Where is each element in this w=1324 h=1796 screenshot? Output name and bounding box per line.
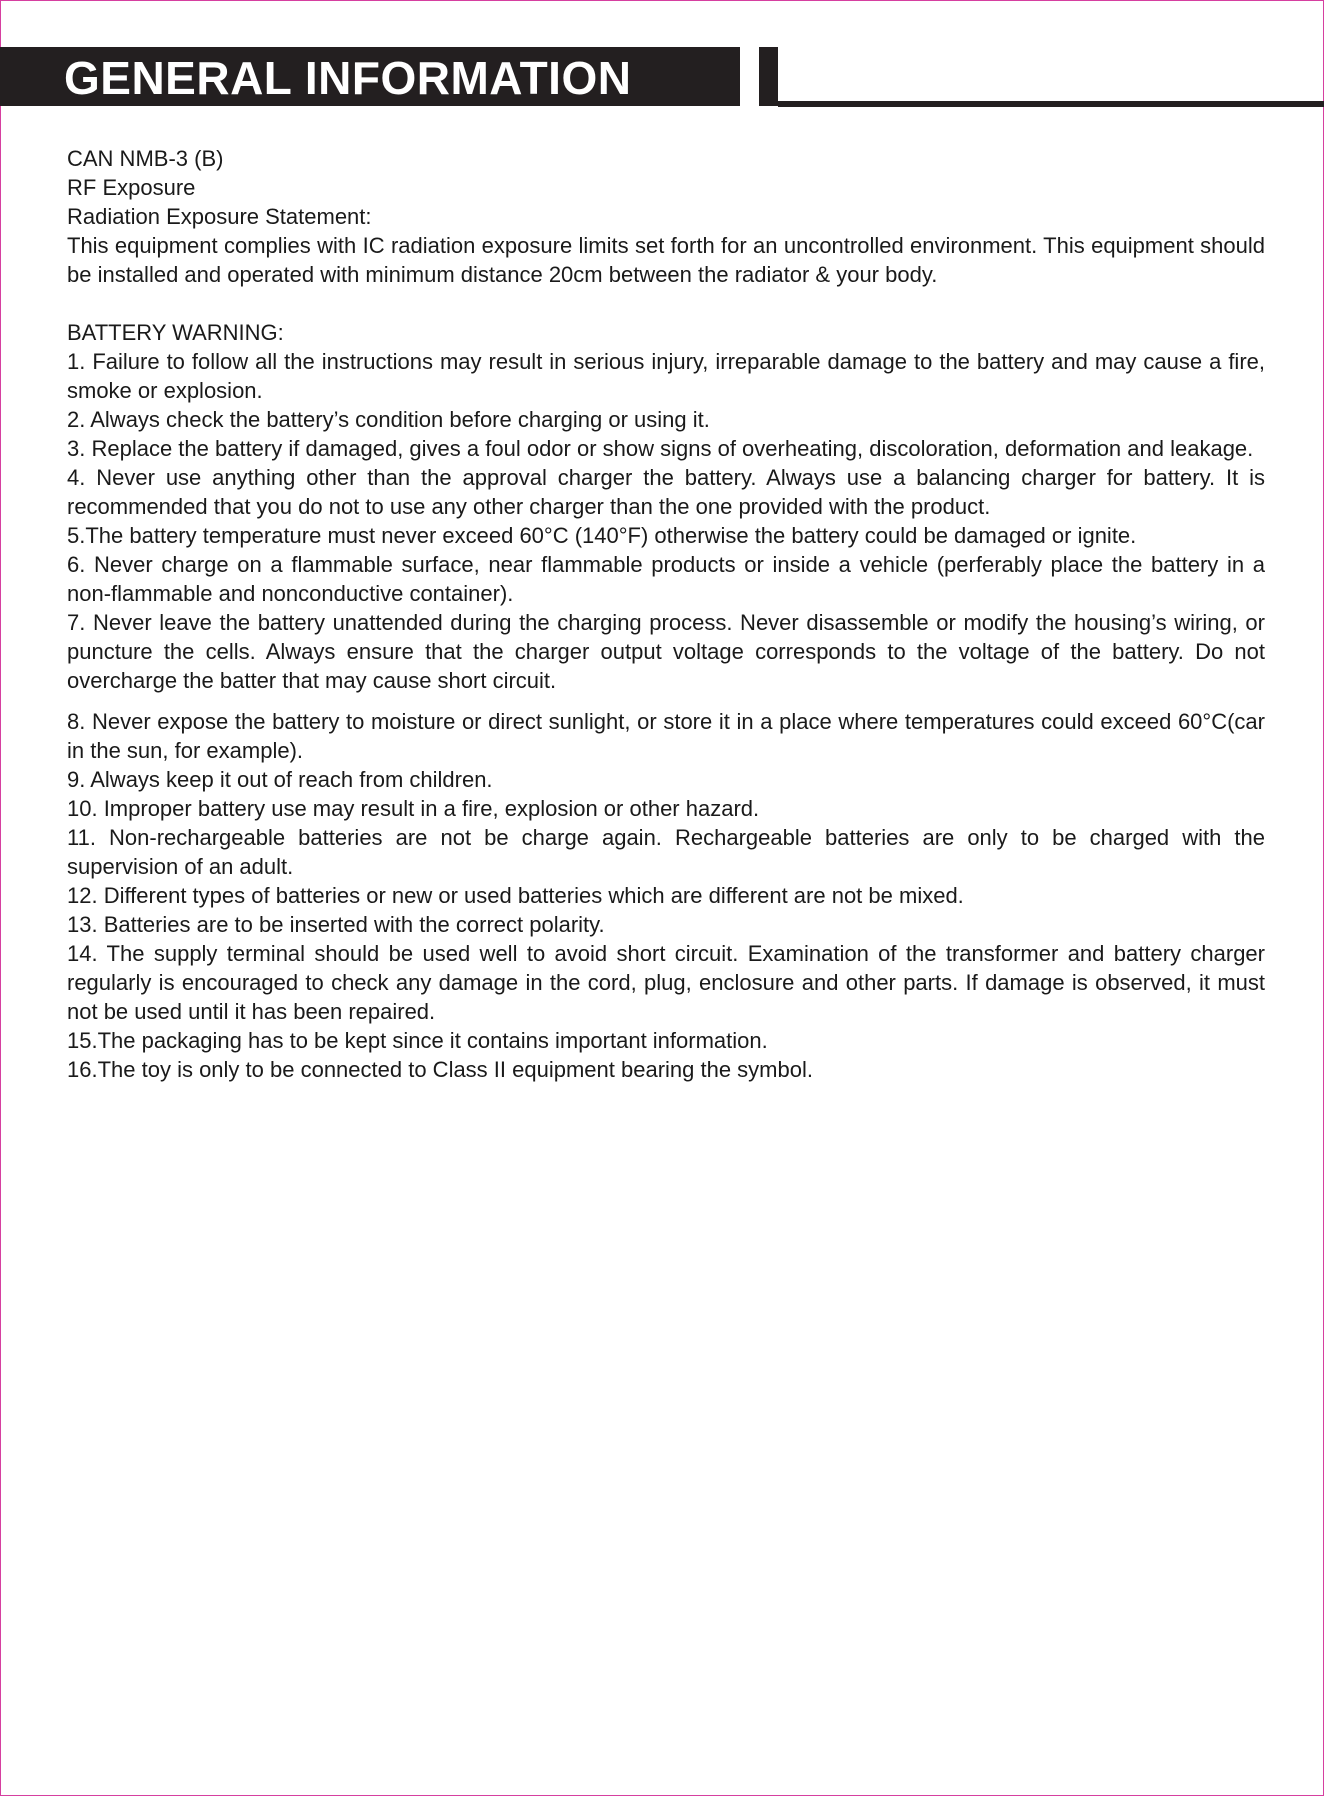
battery-warning-item-9: 9. Always keep it out of reach from children.	[67, 767, 493, 792]
battery-warning-item-6: 6. Never charge on a flammable surface, near flammable products or inside a vehicle (perferably place the battery in a non-flammable and nonconductive container).	[67, 552, 1265, 606]
battery-warning-item-4: 4. Never use anything other than the approval charger the battery. Always use a balancing charger for battery. It is recommended that you do not to use any other charger than the one provided with the product.	[67, 465, 1265, 519]
battery-warning-item-5: 5.The battery temperature must never exceed 60°C (140°F) otherwise the battery could be damaged or ignite.	[67, 523, 1137, 548]
rf-exposure-heading: RF Exposure	[67, 175, 196, 200]
battery-warning-item-8: 8. Never expose the battery to moisture or direct sunlight, or store it in a place where temperatures could exceed 60°C(car in the sun, for example).	[67, 709, 1265, 763]
header-notch	[759, 47, 778, 106]
battery-warning-item-7: 7. Never leave the battery unattended during the charging process. Never disassemble or modify the housing’s wiring, or puncture the cells. Always ensure that the charger output voltage corresponds to the voltage of the battery. Do not overcharge the batter that may cause short circuit.	[67, 610, 1265, 693]
radiation-statement-heading: Radiation Exposure Statement:	[67, 204, 372, 229]
section-spacer	[67, 289, 1265, 318]
battery-warning-item-10: 10. Improper battery use may result in a fire, explosion or other hazard.	[67, 796, 760, 821]
page-title: GENERAL INFORMATION	[64, 52, 632, 104]
document-body	[67, 144, 1265, 1084]
battery-warning-item-16: 16.The toy is only to be connected to Class II equipment bearing the symbol.	[67, 1057, 813, 1082]
battery-warning-item-3: 3. Replace the battery if damaged, gives a foul odor or show signs of overheating, discoloration, deformation and leakage.	[67, 436, 1254, 461]
item-spacer	[67, 695, 1265, 707]
battery-warning-item-13: 13. Batteries are to be inserted with the correct polarity.	[67, 912, 605, 937]
battery-warning-item-2: 2. Always check the battery’s condition before charging or using it.	[67, 407, 710, 432]
radiation-statement-text: This equipment complies with IC radiation exposure limits set forth for an uncontrolled environment. This equipment should be installed and operated with minimum distance 20cm between the radiator & your body.	[67, 233, 1265, 287]
battery-warning-item-14: 14. The supply terminal should be used well to avoid short circuit. Examination of the transformer and battery charger regularly is encouraged to check any damage in the cord, plug, enclosure and other parts. If damage is observed, it must not be used until it has been repaired.	[67, 941, 1265, 1024]
header-rule	[778, 101, 1324, 107]
battery-warning-item-1: 1. Failure to follow all the instructions may result in serious injury, irreparable damage to the battery and may cause a fire, smoke or explosion.	[67, 349, 1265, 403]
regulation-code: CAN NMB-3 (B)	[67, 146, 224, 171]
battery-warning-item-15: 15.The packaging has to be kept since it contains important information.	[67, 1028, 768, 1053]
battery-warning-item-11: 11. Non-rechargeable batteries are not be charge again. Rechargeable batteries are only to be charged with the supervision of an adult.	[67, 825, 1265, 879]
battery-warning-heading: BATTERY WARNING:	[67, 320, 284, 345]
battery-warning-item-12: 12. Different types of batteries or new or used batteries which are different are not be mixed.	[67, 883, 964, 908]
